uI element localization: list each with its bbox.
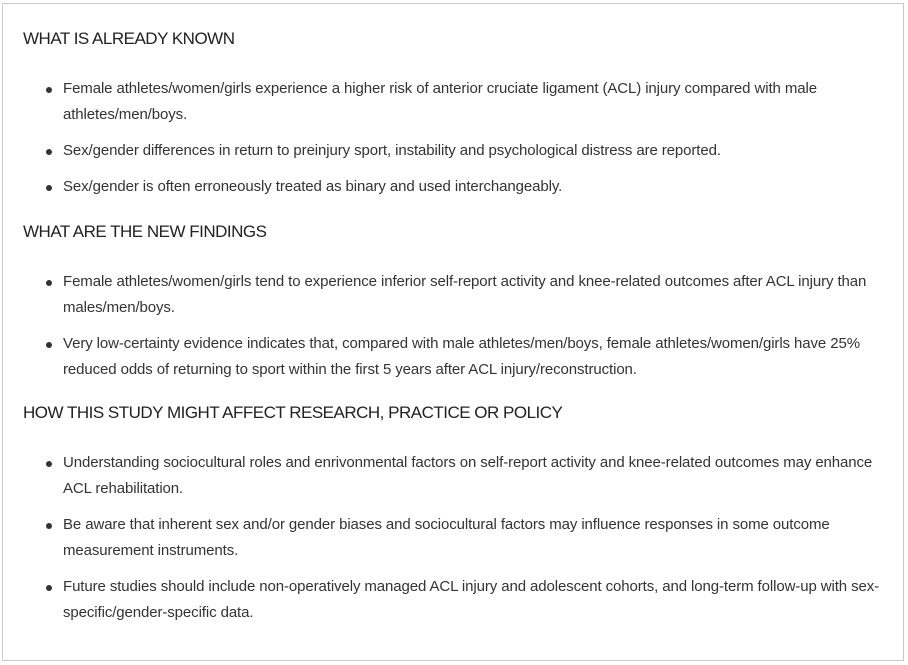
bullet-icon [46, 585, 52, 591]
list-item-text: Female athletes/women/girls experience a higher risk of anterior cruciate ligament (ACL) injury compared with male athletes/men/boys. [63, 80, 817, 123]
bullet-icon [46, 461, 52, 467]
list-item-text: Sex/gender differences in return to preinjury sport, instability and psychological distress are reported. [63, 142, 721, 159]
list-item [23, 450, 883, 502]
bullet-icon [46, 149, 52, 155]
list-item-text: Female athletes/women/girls tend to experience inferior self-report activity and knee-related outcomes after ACL injury than males/men/boys. [63, 273, 867, 316]
bullet-icon [46, 185, 52, 191]
list-item [23, 138, 883, 164]
section-new-findings [23, 221, 883, 383]
section-research-practice-policy [23, 402, 883, 626]
list-item [23, 269, 883, 321]
bullet-icon [46, 523, 52, 529]
list-item-text: Sex/gender is often erroneously treated as binary and used interchangeably. [63, 178, 563, 195]
section-heading: HOW THIS STUDY MIGHT AFFECT RESEARCH, PRACTICE OR POLICY [23, 403, 563, 422]
bullet-icon [46, 280, 52, 286]
section-already-known [23, 28, 883, 200]
list-item-text: Be aware that inherent sex and/or gender biases and sociocultural factors may influence responses in some outcome measurement instruments. [63, 516, 830, 559]
list-item [23, 331, 883, 383]
list-item-text: Very low-certainty evidence indicates that, compared with male athletes/men/boys, female athletes/women/girls have 25% reduced odds of returning to sport within the first 5 years after ACL injury/reconstruction. [63, 335, 860, 378]
list-item [23, 76, 883, 128]
bullet-list [23, 450, 883, 626]
list-item [23, 174, 883, 200]
bullet-list [23, 76, 883, 200]
bullet-list [23, 269, 883, 383]
list-item [23, 512, 883, 564]
section-heading: WHAT IS ALREADY KNOWN [23, 29, 235, 48]
summary-box [2, 3, 904, 661]
list-item-text: Understanding sociocultural roles and enrivonmental factors on self-report activity and knee-related outcomes may enhance ACL rehabilitation. [63, 454, 873, 497]
section-heading: WHAT ARE THE NEW FINDINGS [23, 222, 267, 241]
list-item-text: Future studies should include non-operatively managed ACL injury and adolescent cohorts, and long-term follow-up with sex-specific/gender-specific data. [63, 578, 880, 621]
bullet-icon [46, 87, 52, 93]
bullet-icon [46, 342, 52, 348]
list-item [23, 574, 883, 626]
